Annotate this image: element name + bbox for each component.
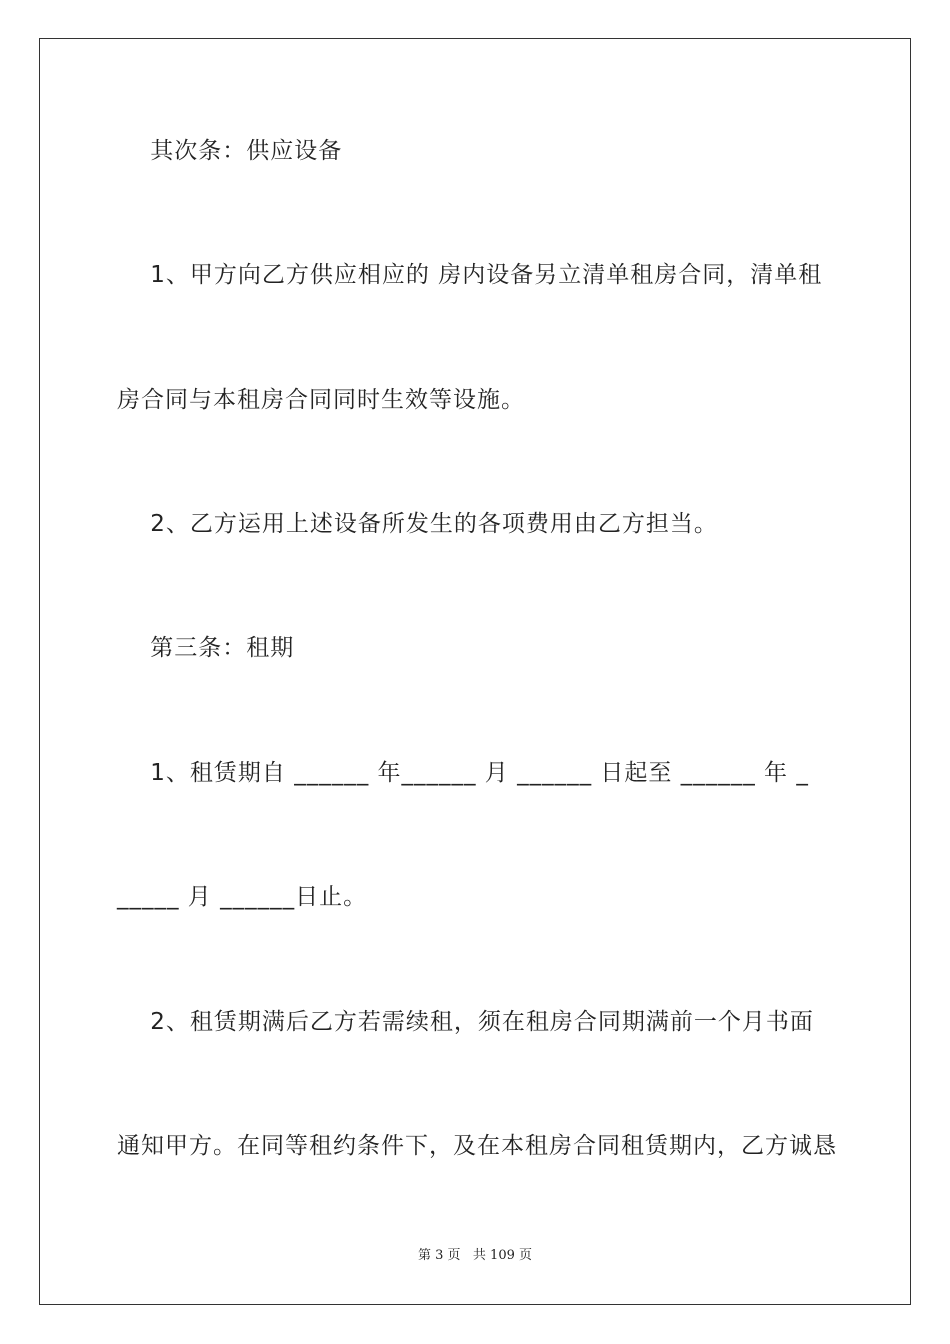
page-border [39, 38, 911, 1305]
paragraph-line: _____ 月 ______日止。 [117, 884, 368, 910]
paragraph-line: 2、租赁期满后乙方若需续租，须在租房合同期满前一个月书面 [117, 1009, 814, 1035]
paragraph-line: 通知甲方。在同等租约条件下，及在本租房合同租赁期内，乙方诚恳 [117, 1133, 837, 1159]
paragraph-line: 1、甲方向乙方供应相应的 房内设备另立清单租房合同，清单租 [117, 262, 823, 288]
section-heading-2: 其次条：供应设备 [117, 138, 343, 164]
paragraph-line: 1、租赁期自 ______ 年______ 月 ______ 日起至 ______ 年 _ [117, 760, 809, 786]
section-heading-3: 第三条：租期 [117, 635, 295, 661]
paragraph-line: 2、乙方运用上述设备所发生的各项费用由乙方担当。 [117, 511, 718, 537]
page-number-footer: 第 3 页 共 109 页 [417, 1248, 532, 1263]
paragraph-line: 房合同与本租房合同同时生效等设施。 [117, 387, 525, 413]
